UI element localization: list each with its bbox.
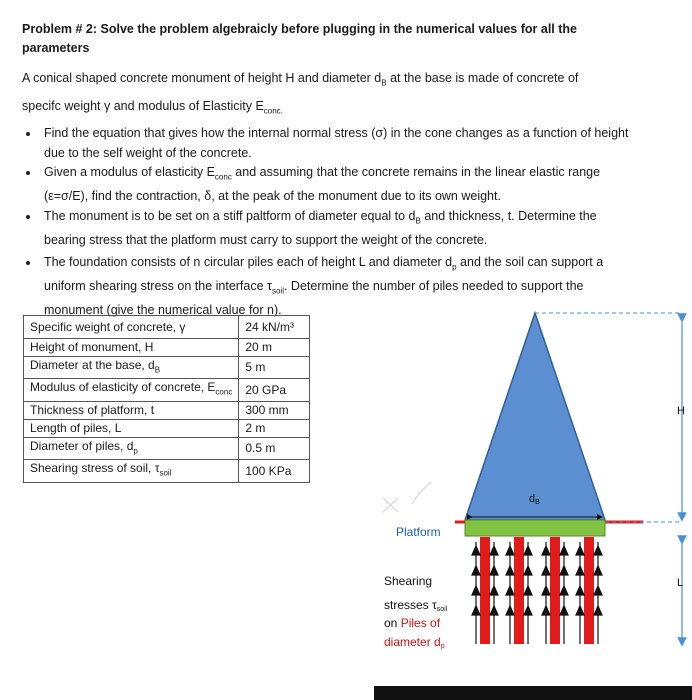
bottom-dark-bar bbox=[374, 686, 692, 700]
l-label: L bbox=[677, 577, 684, 589]
problem-title: Problem # 2: Solve the problem algebraicly before plugging in the numerical values for all the parameters bbox=[22, 22, 577, 55]
param-name: Shearing stress of soil, $\tau_{soil}$ bbox=[24, 460, 239, 483]
piles-of-label: on Piles of bbox=[384, 616, 441, 630]
pile bbox=[550, 537, 560, 644]
param-value: 0.5 m bbox=[239, 437, 310, 459]
param-value: 20 GPa bbox=[239, 379, 310, 401]
pile bbox=[584, 537, 594, 644]
cone-monument bbox=[465, 313, 605, 520]
handwritten-mark bbox=[383, 482, 432, 512]
intro-line-1: A conical shaped concrete monument of height H and diameter $d_B$ at the base is made of concrete of bbox=[22, 71, 579, 88]
param-value: 2 m bbox=[239, 419, 310, 437]
shearing-label: Shearing bbox=[384, 574, 433, 588]
param-name: Modulus of elasticity of concrete, $E_{conc}$ bbox=[24, 379, 239, 401]
param-name: Diameter at the base, $d_B$ bbox=[24, 357, 239, 379]
h-label: H bbox=[677, 405, 685, 417]
task-item-piles: The foundation consists of n circular piles each of height L and diameter $d_p$ and the soil can support a uniform shearing stress on the interface $\tau_{soil}$. Determine the number of piles needed to support the monument (give the numerical value for n). bbox=[0, 250, 692, 321]
pile bbox=[480, 537, 490, 644]
param-value: 20 m bbox=[239, 339, 310, 357]
param-value: 100 KPa bbox=[239, 460, 310, 483]
param-name: Height of monument, H bbox=[24, 339, 239, 357]
intro-line-2: specifc weight γ and modulus of Elasticity $E_{conc.}$ bbox=[22, 98, 283, 115]
db-label: dB bbox=[529, 493, 540, 506]
param-value: 5 m bbox=[239, 357, 310, 379]
param-name: Diameter of piles, $d_p$ bbox=[24, 437, 239, 459]
param-value: 300 mm bbox=[239, 401, 310, 419]
platform bbox=[465, 520, 605, 536]
param-name: Thickness of platform, t bbox=[24, 401, 239, 419]
param-name: Specific weight of concrete, γ bbox=[24, 316, 239, 339]
param-name: Length of piles, L bbox=[24, 419, 239, 437]
pile bbox=[514, 537, 524, 644]
shear-arrows bbox=[472, 542, 602, 644]
task-item-stress: Find the equation that gives how the internal normal stress (σ) in the cone changes as a function of height due to the self weight of the concrete. bbox=[0, 124, 692, 163]
task-item-bearing: The monument is to be set on a stiff paltform of diameter equal to $d_B$ and thickness, t. Determine the bearing stress that the platform must carry to support the weight of the concrete. bbox=[0, 207, 692, 251]
pile-diameter-label: diameter dp bbox=[384, 635, 445, 650]
param-value: 24 kN/m³ bbox=[239, 316, 310, 339]
stresses-label: stresses τsoil bbox=[384, 598, 448, 613]
platform-label: Platform bbox=[396, 525, 441, 539]
task-item-contraction: Given a modulus of elasticity $E_{conc}$ and assuming that the concrete remains in the linear elastic range (ε=σ/E), find the contraction, δ, at the peak of the monument due to its own weight. bbox=[0, 163, 692, 207]
